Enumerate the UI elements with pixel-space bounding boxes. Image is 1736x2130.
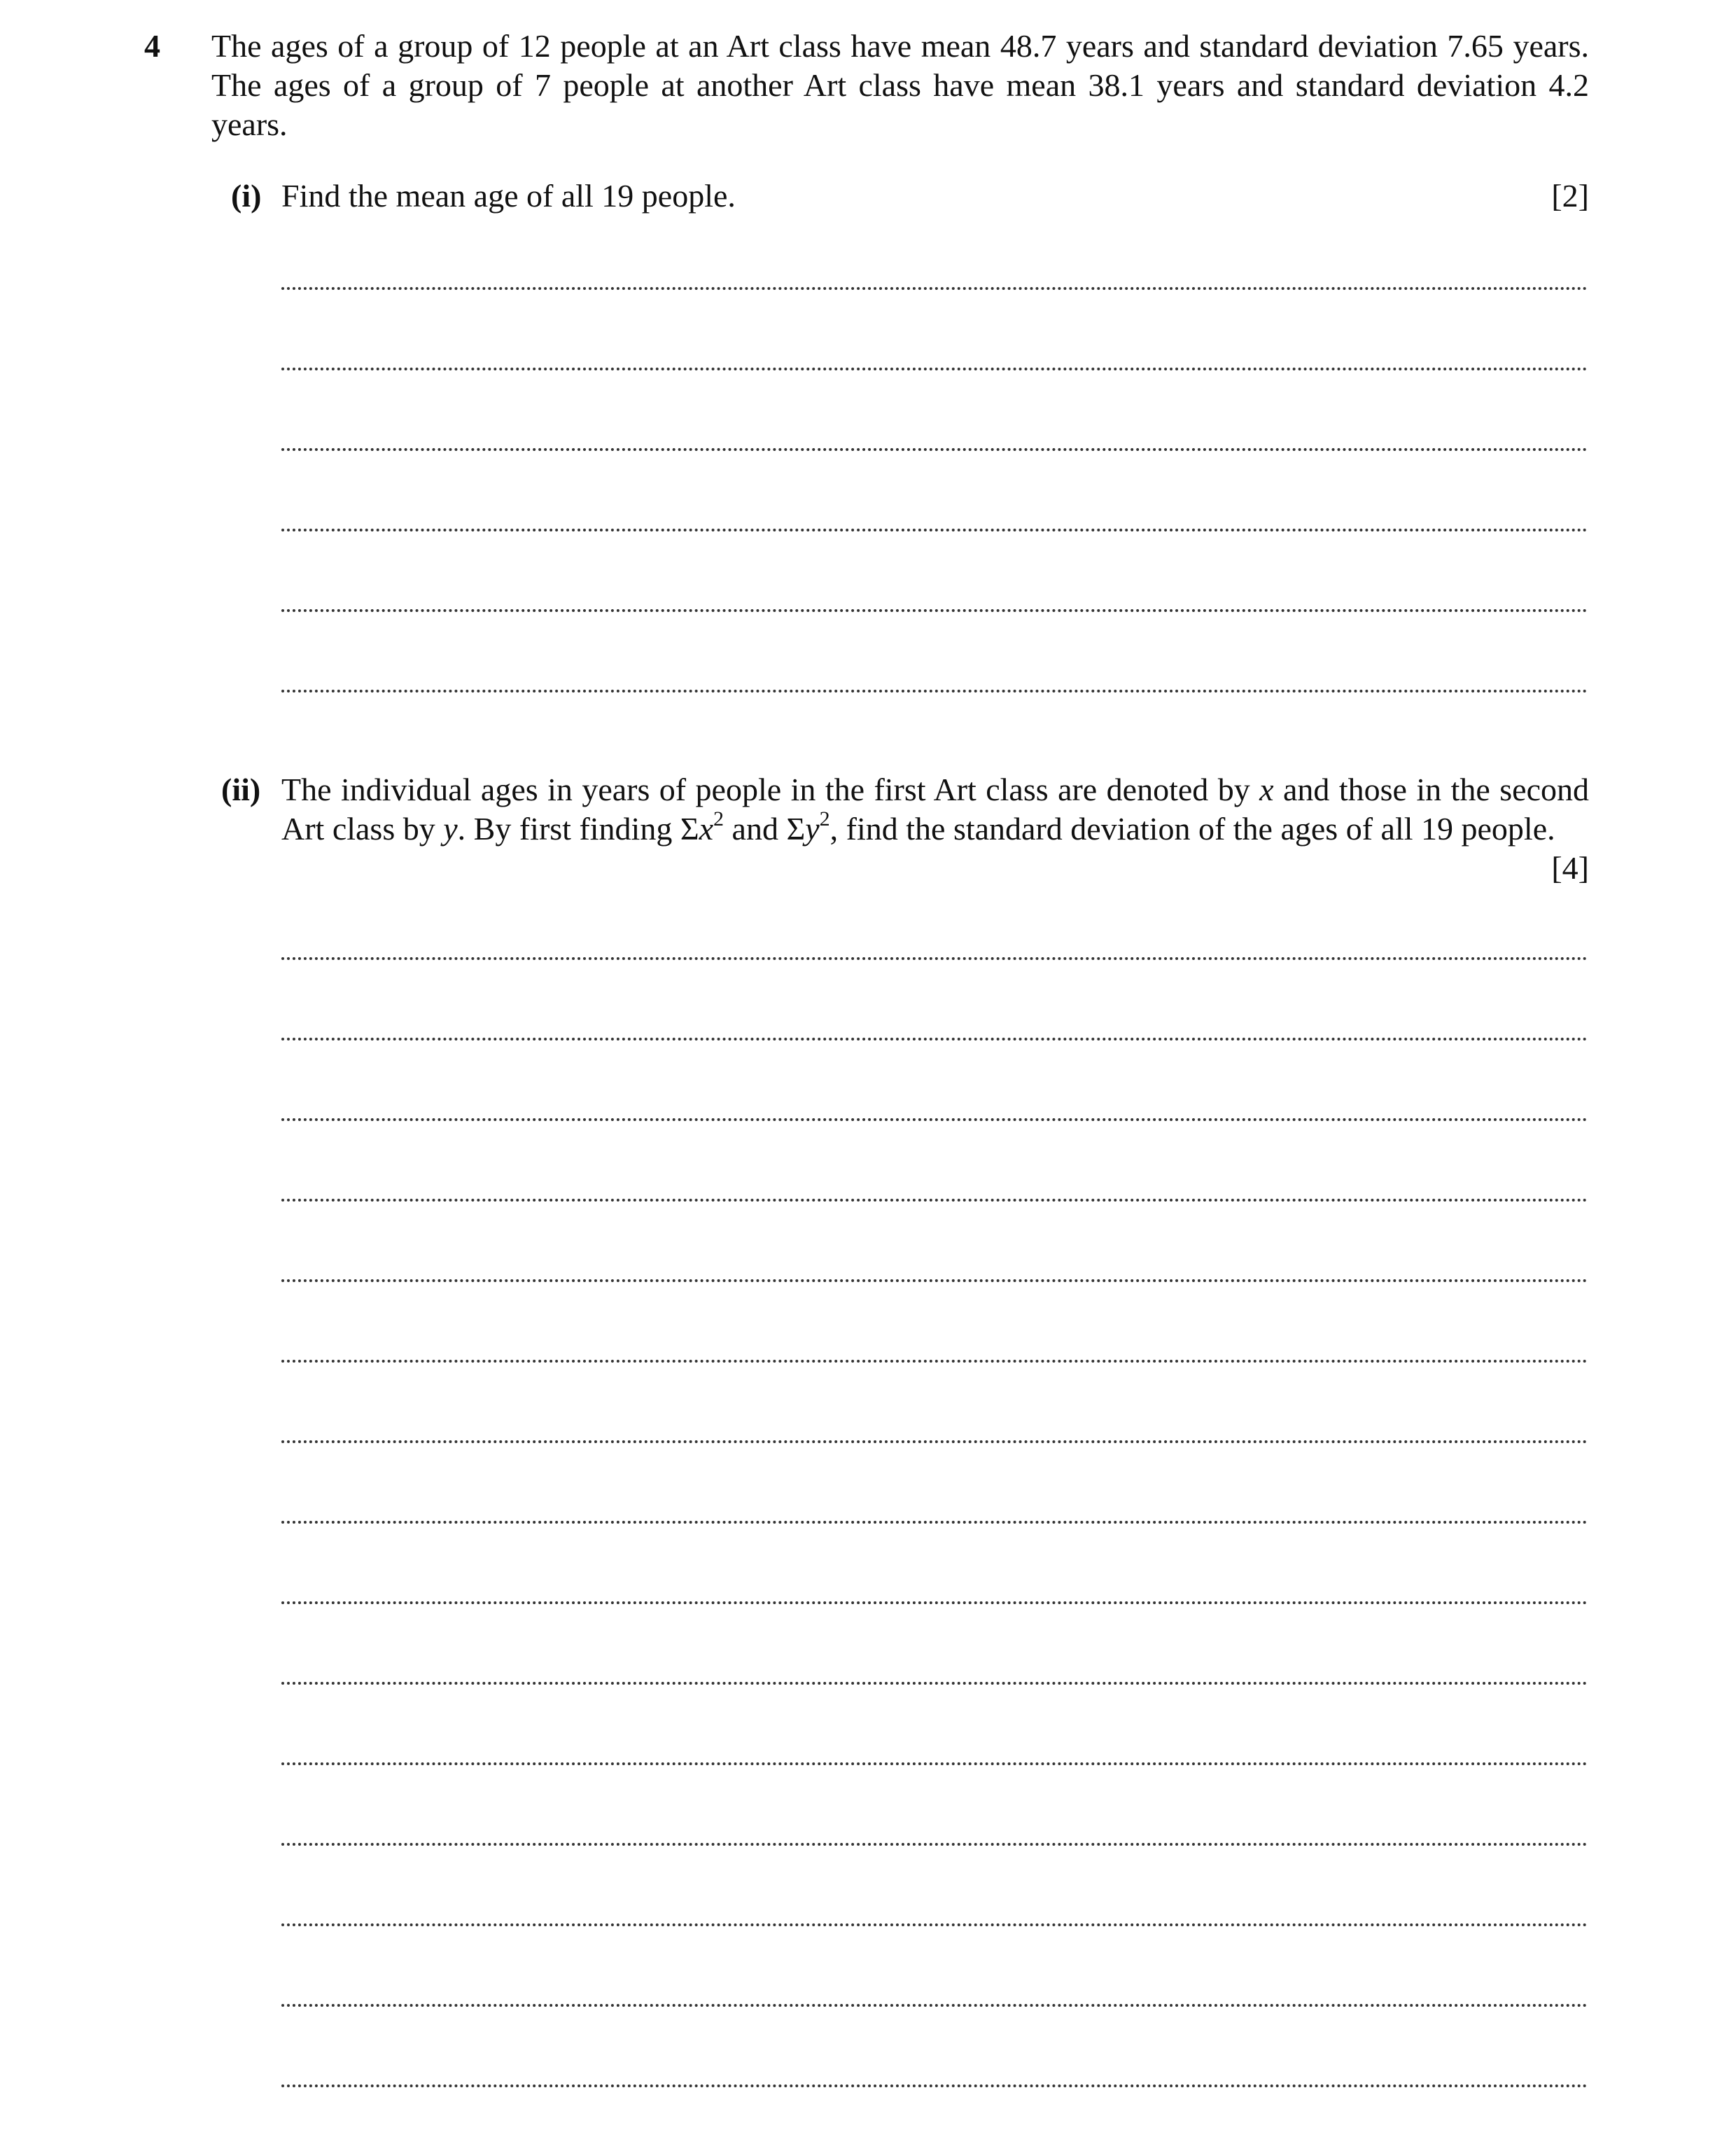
part-i-text: Find the mean age of all 19 people. (281, 178, 736, 214)
answer-line[interactable] (281, 1038, 1588, 1040)
answer-line[interactable] (281, 957, 1588, 960)
question-stem: The ages of a group of 12 people at an Art class have mean 48.7 years and standard deviation 7.65 years. The ages of a group of 7 people at another Art class have mean 38.1 years and standard deviation 4.2 years. (211, 28, 1589, 142)
question-number: 4 (144, 28, 160, 64)
answer-line[interactable] (281, 1279, 1588, 1282)
part-ii-text-d: and Σ (732, 811, 806, 847)
answer-line[interactable] (281, 368, 1588, 370)
answer-line[interactable] (281, 448, 1588, 451)
superscript-2: 2 (713, 807, 724, 830)
answer-line[interactable] (281, 1118, 1588, 1121)
part-ii-marks: [4] (1551, 850, 1589, 886)
part-ii-text-e: , find the standard deviation of the ages of all 19 people. (830, 811, 1555, 847)
answer-line[interactable] (281, 1199, 1588, 1202)
answer-line[interactable] (281, 287, 1588, 290)
answer-line[interactable] (281, 1682, 1588, 1685)
answer-line[interactable] (281, 609, 1588, 612)
part-ii-text-b: and those in the second Art class by (281, 772, 1589, 847)
sum-x-squared-var: x (699, 811, 714, 847)
part-ii-text-a: The individual ages in years of people in the first Art class are denoted by (281, 772, 1250, 807)
part-ii-label: (ii) (221, 772, 261, 807)
answer-line[interactable] (281, 1923, 1588, 1926)
answer-line[interactable] (281, 1601, 1588, 1604)
sum-y-squared-var: y (805, 811, 820, 847)
answer-line[interactable] (281, 1762, 1588, 1765)
answer-line[interactable] (281, 529, 1588, 531)
answer-line[interactable] (281, 1440, 1588, 1443)
variable-x: x (1259, 772, 1274, 807)
answer-line[interactable] (281, 1521, 1588, 1524)
part-i-marks: [2] (1551, 178, 1589, 214)
part-i-label: (i) (231, 178, 262, 214)
answer-line[interactable] (281, 1360, 1588, 1363)
answer-line[interactable] (281, 2084, 1588, 2087)
answer-line[interactable] (281, 1843, 1588, 1846)
superscript-2: 2 (819, 807, 830, 830)
answer-line[interactable] (281, 2004, 1588, 2007)
answer-line[interactable] (281, 690, 1588, 692)
part-ii-text (281, 770, 1589, 849)
part-ii-text-c: . By first finding Σ (457, 811, 699, 847)
variable-y: y (443, 811, 458, 847)
